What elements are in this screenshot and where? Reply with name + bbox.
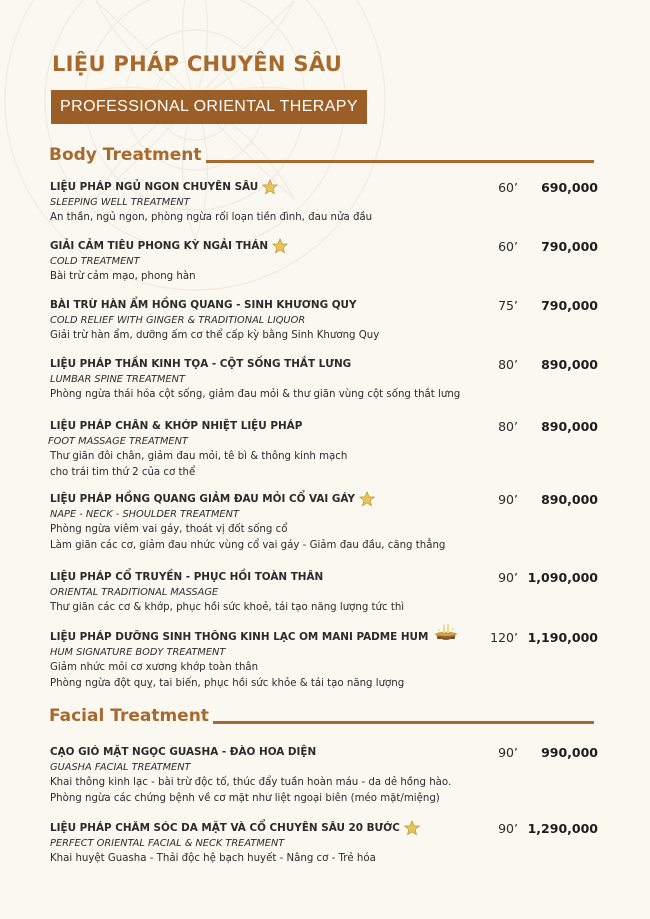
treatment-description: Khai huyệt Guasha - Thải độc hệ bạch huyết - Nâng cơ - Trẻ hóa (50, 853, 376, 864)
treatment-name: LIỆU PHÁP CHÂN & KHỚP NHIỆT LIỆU PHÁP (50, 420, 303, 432)
treatment-description: Giảm nhức mỏi cơ xương khớp toàn thân (50, 662, 259, 673)
treatment-price: 990,000 (541, 745, 598, 760)
section-heading-facial (49, 706, 594, 726)
treatment-description: Phòng ngừa viêm vai gáy, thoát vị đốt sống cổ (50, 524, 288, 535)
treatment-name: LIỆU PHÁP NGỦ NGON CHUYÊN SÂU (50, 181, 259, 193)
treatment-item (50, 179, 602, 226)
treatment-duration: 90’ (498, 821, 518, 836)
singing-bowl-icon (432, 623, 460, 645)
treatment-duration: 80’ (498, 357, 518, 372)
section-title: Facial Treatment (49, 706, 209, 726)
treatment-english-name: GUASHA FACIAL TREATMENT (50, 762, 191, 773)
treatment-price: 890,000 (541, 419, 598, 434)
treatment-description: Thư giãn đôi chân, giảm đau mỏi, tê bì & thông kinh mạch (50, 451, 348, 462)
treatment-item (50, 356, 602, 403)
treatment-description: An thần, ngủ ngon, phòng ngừa rối loạn tiền đình, đau nửa đầu (50, 212, 373, 223)
treatment-description: Khai thông kinh lạc - bài trừ độc tố, thúc đẩy tuần hoàn máu - da dẻ hồng hào. (50, 777, 452, 788)
treatment-name: GIẢI CẢM TIÊU PHONG KỲ NGẢI THÁN (50, 240, 269, 252)
treatment-description: Giải trừ hàn ẩm, dưỡng ấm cơ thể cấp kỳ bằng Sinh Khương Quy (50, 330, 380, 341)
treatment-duration: 90’ (498, 492, 518, 507)
treatment-name: LIỆU PHÁP CỔ TRUYỀN - PHỤC HỒI TOÀN THÂN (50, 571, 324, 583)
treatment-description: Phòng ngừa thái hóa cột sống, giảm đau mỏi & thư giãn vùng cột sống thắt lưng (50, 389, 461, 400)
star-icon (262, 179, 278, 195)
treatment-price: 1,090,000 (527, 570, 598, 585)
treatment-price: 690,000 (541, 180, 598, 195)
treatment-item (50, 238, 602, 285)
treatment-name: LIỆU PHÁP CHĂM SÓC DA MẶT VÀ CỔ CHUYÊN SÂU 20 BƯỚC (50, 822, 400, 834)
treatment-price: 790,000 (541, 298, 598, 313)
treatment-english-name: PERFECT ORIENTAL FACIAL & NECK TREATMENT (50, 838, 285, 849)
treatment-price: 1,190,000 (527, 630, 598, 645)
treatment-english-name: LUMBAR SPINE TREATMENT (50, 374, 185, 385)
treatment-item (50, 744, 602, 806)
treatment-english-name: HUM SIGNATURE BODY TREATMENT (50, 647, 226, 658)
treatment-english-name: COLD TREATMENT (50, 256, 140, 267)
treatment-duration: 90’ (498, 745, 518, 760)
section-title: Body Treatment (49, 145, 202, 165)
treatment-description: Phòng ngừa đột quỵ, tai biến, phục hồi sức khỏe & tái tạo năng lượng (50, 677, 405, 689)
section-heading-body (49, 145, 594, 165)
section-divider (213, 721, 594, 724)
section-divider (206, 160, 594, 163)
treatment-english-name: ORIENTAL TRADITIONAL MASSAGE (50, 587, 219, 598)
treatment-price: 1,290,000 (527, 821, 598, 836)
treatment-english-name: SLEEPING WELL TREATMENT (50, 197, 190, 208)
treatment-name: BÀI TRỪ HÀN ẨM HỒNG QUANG - SINH KHƯƠNG QUY (50, 299, 357, 311)
treatment-name: LIỆU PHÁP DƯỠNG SINH THÔNG KINH LẠC OM MANI PADME HUM (50, 631, 429, 643)
treatment-duration: 75’ (498, 298, 518, 313)
treatment-description: cho trái tim thứ 2 của cơ thể (50, 466, 196, 478)
treatment-item (50, 297, 602, 344)
treatment-duration: 60’ (498, 239, 518, 254)
treatment-price: 890,000 (541, 492, 598, 507)
treatment-duration: 120’ (490, 630, 518, 645)
treatment-description: Thư giãn các cơ & khớp, phục hồi sức khoẻ, tái tạo năng lượng tức thì (50, 602, 405, 613)
treatment-name: LIỆU PHÁP THẦN KINH TỌA - CỘT SỐNG THẮT LƯNG (50, 358, 352, 370)
treatment-item (50, 491, 602, 553)
treatment-item (50, 820, 602, 867)
page-title: LIỆU PHÁP CHUYÊN SÂU (52, 52, 343, 76)
treatment-duration: 90’ (498, 570, 518, 585)
treatment-english-name: COLD RELIEF WITH GINGER & TRADITIONAL LIQUOR (50, 315, 306, 326)
star-icon (404, 820, 420, 836)
treatment-price: 790,000 (541, 239, 598, 254)
treatment-item (50, 629, 602, 691)
treatment-english-name: NAPE - NECK - SHOULDER TREATMENT (50, 509, 239, 520)
treatment-english-name: FOOT MASSAGE TREATMENT (48, 436, 188, 447)
star-icon (272, 238, 288, 254)
treatment-name: CẠO GIÓ MẶT NGỌC GUASHA - ĐÀO HOA DIỆN (50, 746, 317, 758)
treatment-description: Bài trừ cảm mạo, phong hàn (50, 271, 196, 282)
page-subtitle-banner: PROFESSIONAL ORIENTAL THERAPY (51, 90, 367, 124)
star-icon (359, 491, 375, 507)
treatment-duration: 60’ (498, 180, 518, 195)
treatment-duration: 80’ (498, 419, 518, 434)
treatment-description: Phòng ngừa các chứng bệnh về cơ mặt như liệt ngoại biên (méo mặt/miệng) (50, 792, 440, 804)
treatment-price: 890,000 (541, 357, 598, 372)
treatment-item (50, 418, 602, 480)
treatment-description: Làm giãn các cơ, giảm đau nhức vùng cổ vai gáy - Giảm đau đầu, căng thẳng (50, 539, 446, 551)
treatment-name: LIỆU PHÁP HỒNG QUANG GIẢM ĐAU MỎI CỔ VAI GÁY (50, 493, 355, 505)
treatment-item (50, 569, 602, 616)
